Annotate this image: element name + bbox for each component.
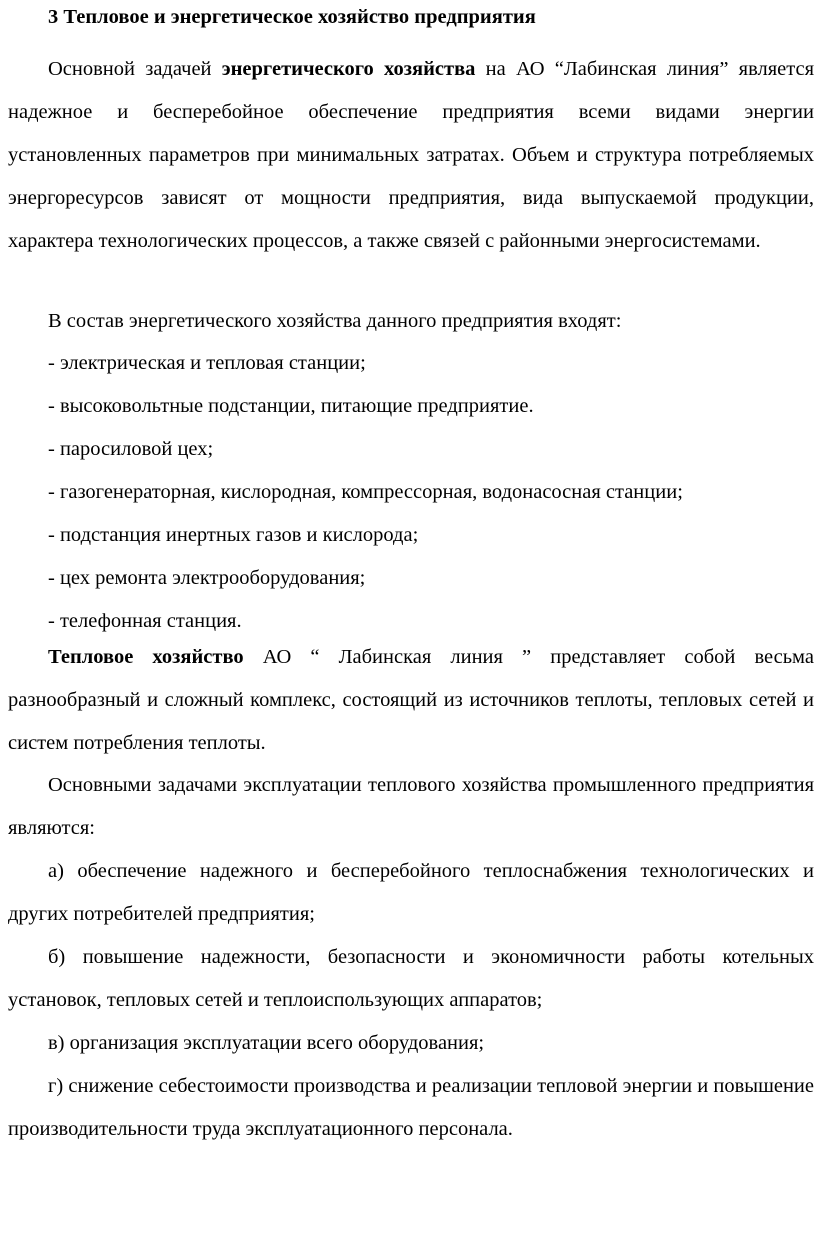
task-item-b: б) повышение надежности, безопасности и экономичности работы котельных установок, тепловых сетей и теплоиспользующих аппаратов; (8, 946, 814, 1011)
list-item-3: - паросиловой цех; (48, 438, 214, 460)
list-item-7: - телефонная станция. (48, 610, 242, 632)
task-item-c: в) организация эксплуатации всего оборудования; (48, 1032, 485, 1054)
section-heading: 3 Тепловое и энергетическое хозяйство предприятия (48, 6, 536, 28)
list-item-6: - цех ремонта электрооборудования; (48, 567, 366, 589)
list-item-5: - подстанция инертных газов и кислорода; (48, 524, 419, 546)
paragraph-energy-bold-term: энергетического хозяйства (221, 58, 476, 80)
list-item-2: - высоковольтные подстанции, питающие предприятие. (48, 395, 534, 417)
task-item-a: а) обеспечение надежного и бесперебойного теплоснабжения технологических и других потребителей предприятия; (8, 860, 814, 925)
paragraph-energy-text-post: на АО “Лабинская линия” является надежное и бесперебойное обеспечение предприятия всеми видами энергии установленных параметров при минимальных затратах. Объем и структура потребляемых энергоресурсов зависят от мощности предприятия, вида выпускаемой продукции, характера технологических процессов, а также связей с районными энергосистемами. (8, 58, 815, 252)
paragraph-composition-intro: В состав энергетического хозяйства данного предприятия входят: (48, 310, 622, 332)
paragraph-tasks-intro: Основными задачами эксплуатации теплового хозяйства промышленного предприятия являются: (8, 774, 814, 839)
paragraph-energy-text-pre: Основной задачей (48, 58, 222, 80)
paragraph-heat-bold-term: Тепловое хозяйство (48, 646, 244, 668)
list-item-4: - газогенераторная, кислородная, компрессорная, водонасосная станции; (48, 481, 683, 503)
list-item-1: - электрическая и тепловая станции; (48, 352, 366, 374)
paragraph-heat-text-post: АО “ Лабинская линия ” представляет собой весьма разнообразный и сложный комплекс, состоящий из источников теплоты, тепловых сетей и систем потребления теплоты. (8, 646, 814, 754)
paragraph-energy-economy (8, 48, 814, 263)
paragraph-heat-economy (8, 636, 814, 765)
task-item-d: г) снижение себестоимости производства и реализации тепловой энергии и повышение производительности труда эксплуатационного персонала. (8, 1075, 814, 1140)
